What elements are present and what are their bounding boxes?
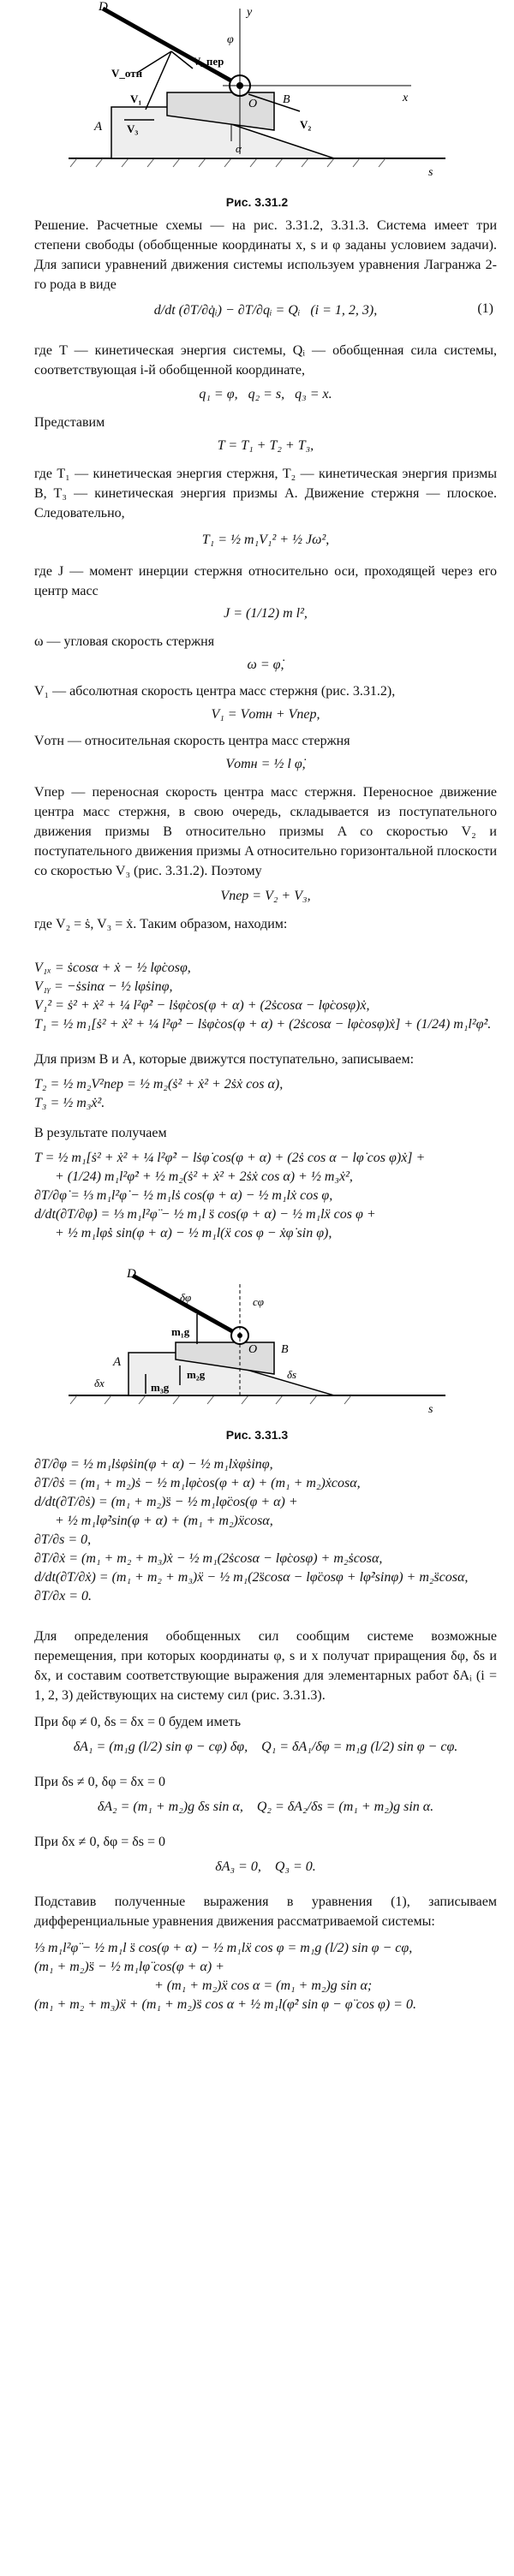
paragraph: где T₁ — кинетическая энергия стержня, T₂ — кинетическая энергия призмы B, T₃ — кинетическая энергия призмы A. Движение стержня — плоское. Следовательно, [34,467,497,521]
svg-text:V_пер: V_пер [193,55,224,68]
equation-number: (1) [477,301,493,316]
paragraph: Vпер — переносная скорость центра масс стержня. Переносное движение центра масс стержня, в свою очередь, складывается из поступательного движения призмы B относительно призмы A со скоростью V₂ и поступательного движения призмы A относительно горизонтальной плоскости со скоростью V₃ (рис. 3.31.2). Поэтому [34,785,497,878]
equation: V₁ₓ = ṡcosα + ẋ − ½ lφ̇cosφ, V₁ᵧ = −ṡsinα − ½ lφ̇sinφ, V₁² = ṡ² + ẋ² + ¼ l²φ̇² − lṡφ̇cos(φ + α) + (2ṡcosα − lφ̇cosφ)ẋ, T₁ = ½ m₁[ṡ² + ẋ² + ¼ l²φ̇² − lṡφ̇cos(φ + α) + (2ṡcosα − lφ̇cosφ)ẋ] + (1/24) m₁l²φ̇². [34,961,492,1032]
figure-3-31-2 [51,0,463,184]
paragraph: где V₂ = ṡ, V₃ = ẋ. Таким образом, находим: [34,917,288,931]
equation: ⅓ m₁l²φ̈ − ½ m₁l s̈ cos(φ + α) − ½ m₁lẍ cos φ = m₁g (l/2) sin φ − cφ, (m₁ + m₂)s̈ − ½ m₁lφ̈ cos(φ + α) + + (m₁ + m₂)ẍ cos α = (m₁ + m₂)g sin α; (m₁ + m₂ + m₃)ẍ + (m₁ + m₂)s̈ cos α + ½ m₁l(φ̇² sin φ − φ̈ cos φ) = 0. [34,1941,416,2012]
paragraph: Решение. Расчетные схемы — на рис. 3.31.2, 3.31.3. Система имеет три степени свободы (обобщенные координаты x, s и φ заданы условием задачи). Для записи уравнений движения системы используем уравнения Лагранжа 2-го рода в виде [34,218,497,292]
paragraph: V₁ — абсолютная скорость центра масс стержня (рис. 3.31.2), [34,684,396,699]
equation: ω = φ̇, [247,657,284,672]
svg-text:m₃g: m₃g [151,1381,170,1394]
svg-text:B: B [281,1343,289,1356]
equation: δA₃ = 0, Q₃ = 0. [215,1859,316,1874]
paragraph: Подставив полученные выражения в уравнения (1), записываем дифференциальные уравнения движения рассматриваемой системы: [34,1895,497,1929]
paragraph: Для призм B и A, которые движутся поступательно, записываем: [34,1052,415,1067]
paragraph: Vотн — относительная скорость центра масс стержня [34,734,350,748]
svg-text:y: y [247,6,253,19]
svg-text:D: D [127,1267,136,1281]
svg-text:s: s [428,166,433,179]
figure-caption: Рис. 3.31.2 [225,195,289,209]
svg-text:δs: δs [287,1368,297,1381]
paragraph: При δx ≠ 0, δφ = δs = 0 [34,1835,166,1849]
paragraph: ω — угловая скорость стержня [34,634,215,649]
equation: V₁ = Vотн + Vпер, [211,707,320,722]
svg-text:O: O [248,1343,258,1356]
paragraph: При δφ ≠ 0, δs = δx = 0 будем иметь [34,1715,241,1729]
paragraph: где T — кинетическая энергия системы, Qᵢ — обобщенная сила системы, соответствующая i-й обобщенной координате, [34,343,497,378]
equation: d/dt (∂T/∂q̇ᵢ) − ∂T/∂qᵢ = Qᵢ (i = 1, 2, 3), [153,303,378,318]
equation: ∂T/∂φ = ½ m₁lṡφ̇sin(φ + α) − ½ m₁lẋφ̇sinφ, ∂T/∂ṡ = (m₁ + m₂)ṡ − ½ m₁lφ̇cos(φ + α) + (m₁ + m₂)ẋcosα, d/dt(∂T/∂ṡ) = (m₁ + m₂)s̈ − ½ m₁lφ̈cos(φ + α) + + ½ m₁lφ̇²sin(φ + α) + (m₁ + m₂)ẍcosα, ∂T/∂s = 0, ∂T/∂ẋ = (m₁ + m₂ + m₃)ẋ − ½ m₁(2ṡcosα − lφ̇cosφ) + m₂ṡcosα, d/dt(∂T/∂ẋ) = (m₁ + m₂ + m₃)ẍ − ½ m₁(2s̈cosα − lφ̈cosφ + lφ̇²sinφ) + m₂s̈cosα, ∂T/∂x = 0. [34,1457,469,1603]
svg-text:D: D [99,0,108,14]
svg-text:A: A [94,120,103,134]
equation: Vпер = V₂ + V₃, [220,889,311,903]
figure-caption: Рис. 3.31.3 [225,1428,289,1442]
svg-text:V₂: V₂ [300,118,312,131]
svg-text:δφ: δφ [180,1291,192,1304]
svg-text:V₁: V₁ [130,92,142,105]
svg-text:m₂g: m₂g [187,1368,206,1381]
svg-text:α: α [236,142,242,155]
svg-text:m₁g: m₁g [171,1325,190,1338]
paragraph: При δs ≠ 0, δφ = δx = 0 [34,1775,166,1789]
paragraph: В результате получаем [34,1126,167,1140]
figure-3-31-3 [51,1267,463,1421]
paragraph: Для определения обобщенных сил сообщим системе возможные перемещения, при которых координаты φ, s и x получат приращения δφ, δs и δx, и составим соответствующие выражения для элементарных работ δAᵢ (i = 1, 2, 3) действующих на систему сил (рис. 3.31.3). [34,1629,497,1703]
equation: δA₁ = (m₁g (l/2) sin φ − cφ) δφ, Q₁ = δA₁/δφ = m₁g (l/2) sin φ − cφ. [73,1740,458,1754]
svg-text:V₃: V₃ [127,122,139,135]
paragraph: Представим [34,415,105,430]
equation: T₂ = ½ m₂V²пер = ½ m₂(ṡ² + ẋ² + 2ṡẋ cos α), T₃ = ½ m₃ẋ². [34,1077,284,1110]
equation: q₁ = φ, q₂ = s, q₃ = x. [199,387,332,402]
svg-text:φ: φ [227,33,234,46]
svg-text:x: x [403,92,409,104]
equation: J = (1/12) m l², [224,606,308,621]
svg-text:A: A [113,1355,122,1369]
equation: T = T₁ + T₂ + T₃, [217,438,314,453]
equation: Vотн = ½ l φ̇, [225,757,306,771]
equation: δA₂ = (m₁ + m₂)g δs sin α, Q₂ = δA₂/δs = (m₁ + m₂)g sin α. [97,1800,434,1814]
svg-text:cφ: cφ [253,1295,264,1308]
paragraph: где J — момент инерции стержня относительно оси, проходящей через его центр масс [34,564,497,598]
equation: T = ½ m₁[ṡ² + ẋ² + ¼ l²φ̇² − lṡφ̇ cos(φ + α) + (2ṡ cos α − lφ̇ cos φ)ẋ] + + (1/24) m₁l²φ̇² + ½ m₂(ṡ² + ẋ² + 2ṡẋ cos α) + ½ m₃ẋ², ∂T/∂φ̇ = ⅓ m₁l²φ̇ − ½ m₁lṡ cos(φ + α) − ½ m₁lẋ cos φ, d/dt(∂T/∂φ̇) = ⅓ m₁l²φ̈ − ½ m₁l s̈ cos(φ + α) − ½ m₁lẍ cos φ + + ½ m₁lφ̇ṡ sin(φ + α) − ½ m₁l(ẍ cos φ − ẋφ̇ sin φ), [34,1151,426,1240]
svg-text:B: B [283,93,290,106]
svg-text:O: O [248,98,258,110]
svg-text:δx: δx [94,1377,105,1389]
svg-text:s: s [428,1403,433,1416]
equation: T₁ = ½ m₁V₁² + ½ Jω², [201,532,330,547]
svg-text:V_отн: V_отн [111,67,143,80]
